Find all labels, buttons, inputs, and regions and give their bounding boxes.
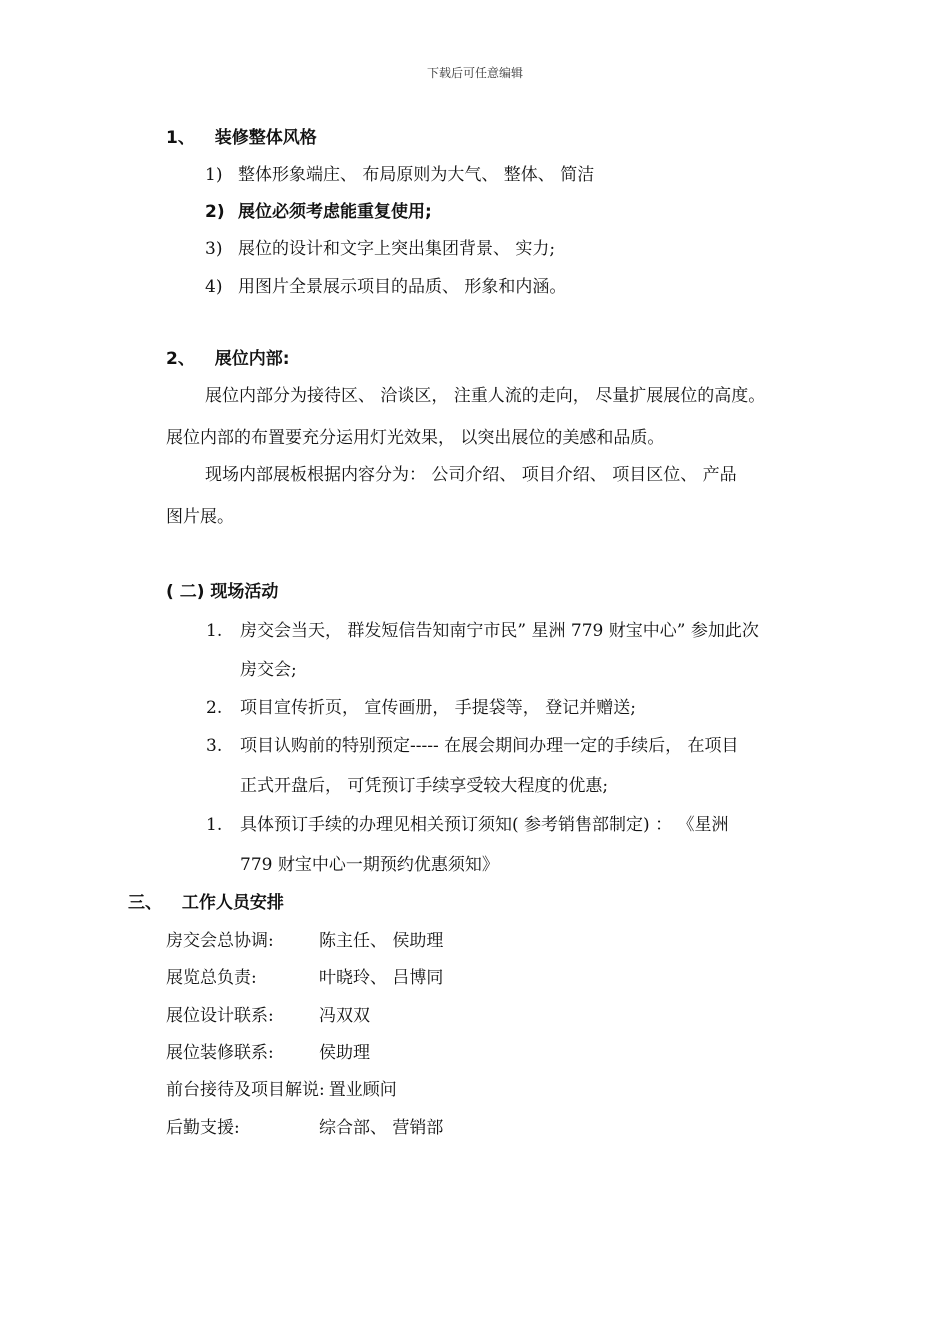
activity-item-1 [206,620,759,642]
item-number: 3) [205,239,223,259]
staff-title: 工作人员安排 [181,893,284,913]
section1-heading [166,127,317,149]
item-number: 3. [206,736,223,756]
section1-number: 1、 [166,128,195,148]
item-number: 1. [206,815,223,835]
staff-row [166,1079,397,1101]
staff-role: 房交会总协调: [166,931,274,951]
section1-item-1 [205,164,594,186]
section2-title: 展位内部: [214,349,290,369]
staff-people: 综合部、 营销部 [319,1118,444,1138]
staff-people: 冯双双 [319,1006,370,1026]
staff-heading [128,892,284,914]
section2-paragraph2-line1: 现场内部展板根据内容分为： 公司介绍、 项目介绍、 项目区位、 产品 [205,465,737,485]
staff-role: 展览总负责: [166,968,257,988]
staff-row [166,1005,370,1027]
section1-item-2 [205,201,432,223]
activity-item-4 [206,814,728,836]
section2-heading [166,348,290,370]
item-number: 4) [205,277,223,297]
activities-heading: ( 二) 现场活动 [166,582,279,602]
page-header-note: 下载后可任意编辑 [426,66,523,80]
item-text: 展位必须考虑能重复使用; [238,202,432,222]
staff-people: 置业顾问 [328,1080,397,1100]
item-number: 1. [206,621,223,641]
activity-item-3-continuation: 正式开盘后， 可凭预订手续享受较大程度的优惠; [240,776,609,796]
item-text: 房交会当天， 群发短信告知南宁市民” 星洲 779 财宝中心” 参加此次 [240,621,759,641]
section2-number: 2、 [166,349,195,369]
item-number: 1) [205,165,223,185]
staff-people: 陈主任、 侯助理 [319,931,444,951]
activity-item-4-continuation: 779 财宝中心一期预约优惠须知》 [240,855,499,875]
item-text: 项目认购前的特别预定----- 在展会期间办理一定的手续后， 在项目 [240,736,739,756]
section2-paragraph1-line1: 展位内部分为接待区、 洽谈区， 注重人流的走向， 尽量扩展展位的高度。 [205,386,766,406]
staff-row [166,930,443,952]
staff-row [166,1042,370,1064]
item-text: 整体形象端庄、 布局原则为大气、 整体、 简洁 [238,165,595,185]
staff-role: 前台接待及项目解说: [166,1080,325,1100]
section2-paragraph2-line2: 图片展。 [166,507,234,527]
staff-role: 展位设计联系: [166,1006,274,1026]
staff-row [166,1117,443,1139]
staff-role: 展位装修联系: [166,1043,274,1063]
item-number: 2. [206,698,223,718]
item-text: 展位的设计和文字上突出集团背景、 实力; [238,239,556,259]
activity-item-3 [206,735,739,757]
item-text: 具体预订手续的办理见相关预订须知( 参考销售部制定) ： 《星洲 [240,815,729,835]
item-number: 2) [205,202,225,222]
staff-number: 三、 [128,893,162,913]
section1-item-3 [205,238,555,260]
item-text: 项目宣传折页， 宣传画册， 手提袋等， 登记并赠送; [240,698,636,718]
section2-paragraph1-line2: 展位内部的布置要充分运用灯光效果， 以突出展位的美感和品质。 [166,428,665,448]
activity-item-1-continuation: 房交会; [240,660,297,680]
staff-row [166,967,443,989]
section1-title: 装修整体风格 [214,128,317,148]
staff-role: 后勤支援: [166,1118,240,1138]
staff-people: 叶晓玲、 吕博同 [319,968,444,988]
section1-item-4 [205,276,566,298]
item-text: 用图片全景展示项目的品质、 形象和内涵。 [238,277,567,297]
activity-item-2 [206,697,636,719]
staff-people: 侯助理 [319,1043,370,1063]
